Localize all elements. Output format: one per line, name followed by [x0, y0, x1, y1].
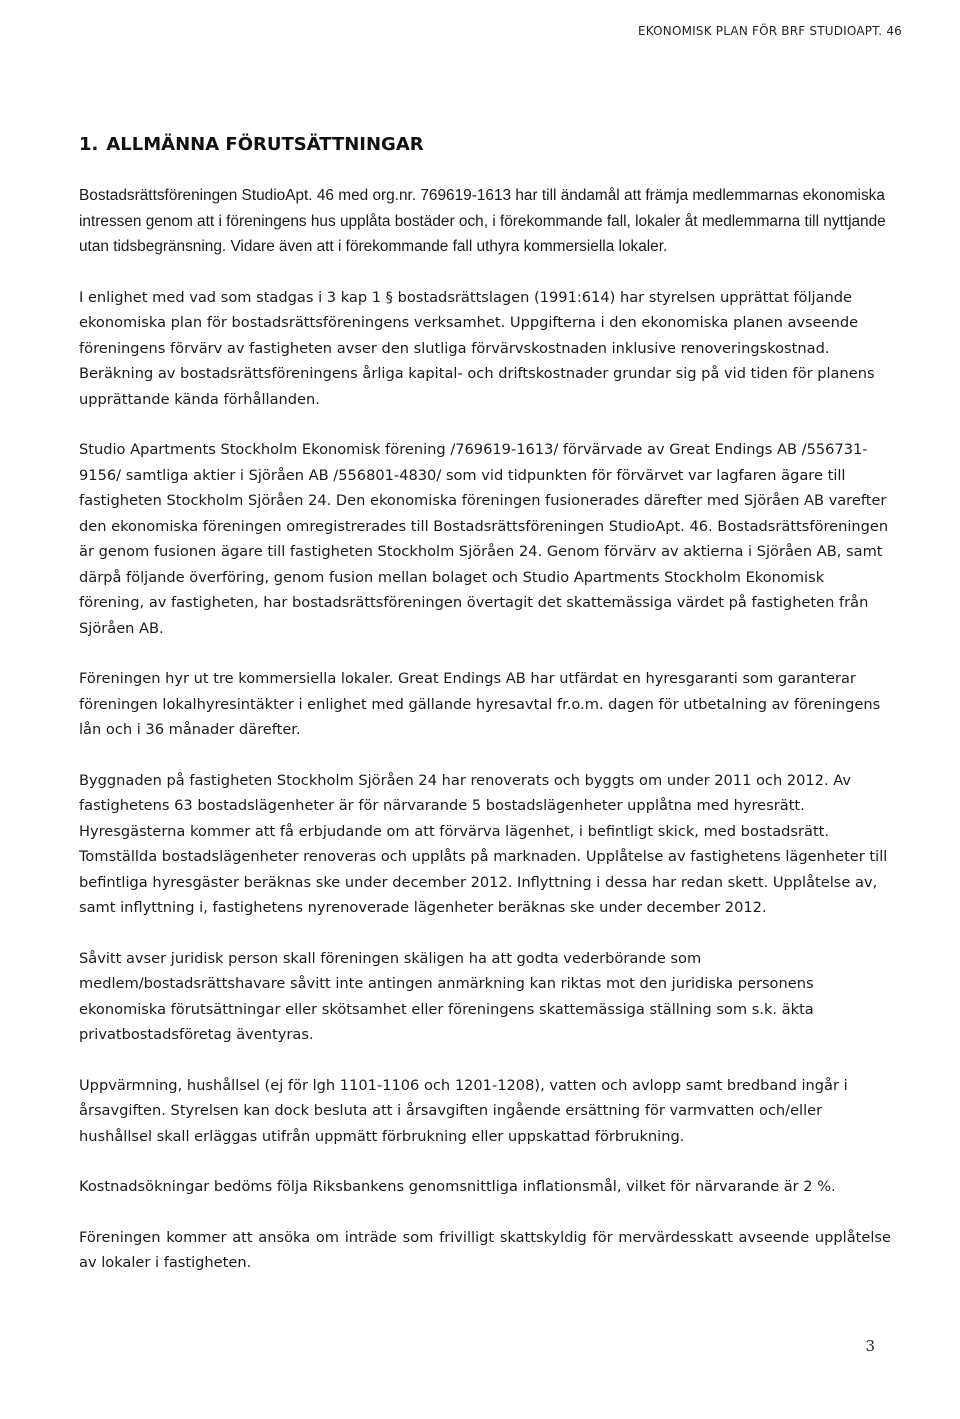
section-heading [79, 134, 424, 155]
document-body [79, 183, 891, 1276]
paragraph-commercial-premises: Föreningen hyr ut tre kommersiella lokaler. Great Endings AB har utfärdat en hyresgaranti som garanterar föreningen lokalhyresintäkter i enlighet med gällande hyresavtal fr.o.m. dagen för utbetalning av föreningens lån och i 36 månader därefter. [79, 670, 881, 738]
running-header: EKONOMISK PLAN FÖR BRF STUDIOAPT. 46 [637, 24, 902, 38]
section-title: ALLMÄNNA FÖRUTSÄTTNINGAR [106, 134, 424, 155]
paragraph-purpose: Bostadsrättsföreningen StudioApt. 46 med org.nr. 769619-1613 har till ändamål att främja medlemmarnas ekonomiska intressen genom att i föreningens hus upplåta bostäder och, i förekommande fall, lokaler åt medlemmarna till nyttjande utan tidsbegränsning. Vidare även att i förekommande fall uthyra kommersiella lokaler. [79, 187, 886, 255]
paragraph-vat: Föreningen kommer att ansöka om inträde som frivilligt skattskyldig för mervärdesskatt avseende upplåtelse av lokaler i fastigheten. [79, 1228, 891, 1271]
section-number: 1. [79, 134, 99, 155]
paragraph-legal-basis: I enlighet med vad som stadgas i 3 kap 1 § bostadsrättslagen (1991:614) har styrelsen upprättat följande ekonomiska plan för bostadsrättsföreningens verksamhet. Uppgifterna i den ekonomiska planen avseende föreningens förvärv av fastigheten avser den slutliga förvärvskostnaden inklusive renoveringskostnad. Beräkning av bostadsrättsföreningens årliga kapital- och driftskostnader grundar sig på vid tiden för planens upprättande kända förhållanden. [79, 288, 875, 408]
paragraph-heating-utilities: Uppvärmning, hushållsel (ej för lgh 1101-1106 och 1201-1208), vatten och avlopp samt bredband ingår i årsavgiften. Styrelsen kan dock besluta att i årsavgiften ingående ersättning för varmvatten och/eller hushållsel skall erläggas utifrån uppmätt förbrukning eller uppskattad förbrukning. [79, 1076, 848, 1145]
paragraph-renovation: Byggnaden på fastigheten Stockholm Sjöråen 24 har renoverats och byggts om under 2011 och 2012. Av fastighetens 63 bostadslägenheter är för närvarande 5 bostadslägenheter upplåtna med hyresrätt. Hyresgästerna kommer att få erbjudande om att förvärva lägenhet, i befintligt skick, med bostadsrätt. Tomställda bostadslägenheter renoveras och upplåts på marknaden. Upplåtelse av fastighetens lägenheter till befintliga hyresgäster beräknas ske under december 2012. Inflyttning i dessa har redan skett. Upplåtelse av, samt inflyttning i, fastighetens nyrenoverade lägenheter beräknas ske under december 2012. [79, 771, 888, 916]
paragraph-acquisition: Studio Apartments Stockholm Ekonomisk förening /769619-1613/ förvärvade av Great Endings AB /556731-9156/ samtliga aktier i Sjöråen AB /556801-4830/ som vid tidpunkten för förvärvet var lagfaren ägare till fastigheten Stockholm Sjöråen 24. Den ekonomiska föreningen fusionerades därefter med Sjöråen AB varefter den ekonomiska föreningen omregistrerades till Bostadsrättsföreningen StudioApt. 46. Bostadsrättsföreningen är genom fusionen ägare till fastigheten Stockholm Sjöråen 24. Genom förvärv av aktierna i Sjöråen AB, samt därpå följande överföring, genom fusion mellan bolaget och Studio Apartments Stockholm Ekonomisk förening, av fastigheten, har bostadsrättsföreningen övertagit det skattemässiga värdet på fastigheten från Sjöråen AB. [79, 441, 889, 637]
page-number: 3 [865, 1337, 875, 1355]
paragraph-cost-increases: Kostnadsökningar bedöms följa Riksbankens genomsnittliga inflationsmål, vilket för närvarande är 2 %. [79, 1178, 836, 1195]
paragraph-legal-entity: Såvitt avser juridisk person skall föreningen skäligen ha att godta vederbörande som medlem/bostadsrättshavare såvitt inte antingen anmärkning kan riktas mot den juridiska personens ekonomiska förutsättningar eller skötsamhet eller föreningens skattemässiga ställning som s.k. äkta privatbostadsföretag äventyras. [79, 949, 814, 1043]
